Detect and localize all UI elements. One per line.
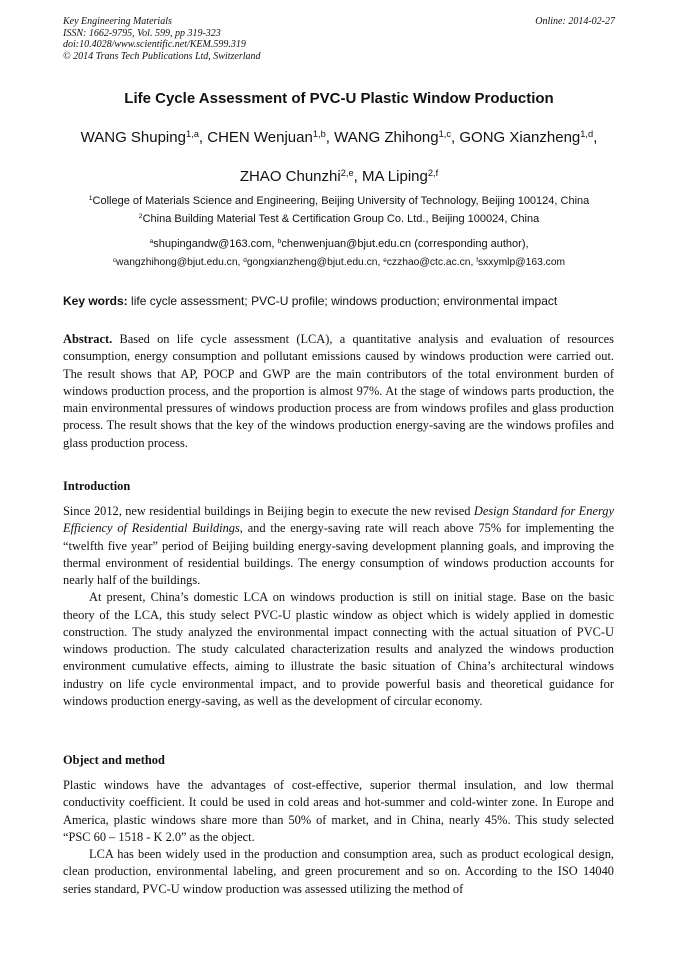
author-name: MA Liping <box>361 168 428 185</box>
email-sup: e <box>383 256 387 264</box>
email-link[interactable]: shupingandw@163.com, <box>153 238 278 250</box>
paragraph <box>63 503 614 589</box>
abstract <box>63 331 614 452</box>
email-sup: b <box>277 238 282 246</box>
author-sup: 1,d <box>580 128 594 139</box>
affiliation-1 <box>0 195 678 207</box>
journal-header <box>63 16 261 62</box>
paragraph: At present, China’s domestic LCA on windows production is still on initial stage. Base on the basic theory of the LCA, this study select PVC-U plastic window as object which is widely applied in domestic construction. The study analyzed the environmental impact connecting with the actual situation of PVC-U windows production. The study calculated characterization results and analyzed the windows production environment cumulative effects, aiming to illustrate the basic situation of China’s architectural windows industry on life cycle environmental impact, and to provide powerful basis and theoretical guidance for windows production energy-saving, as well as the development of circular economy. <box>63 590 614 708</box>
author-name: CHEN Wenjuan <box>207 129 313 146</box>
abstract-text: Based on life cycle assessment (LCA), a quantitative analysis and evaluation of resources consumption, energy consumption and pollutant emissions caused by windows production were carried out. The result shows that AP, POCP and GWP are the main contributors of the total environment burden of windows production process, and the proportion is almost 97%. At the stage of windows parts production, the main environmental pressures of windows production process are from windows profiles and glass production process. The result shows that the key of the windows production energy-saving are the windows profiles and glass production process. <box>63 332 614 450</box>
paper-title: Life Cycle Assessment of PVC-U Plastic Window Production <box>124 90 554 107</box>
section-heading-object-method: Object and method <box>63 753 165 767</box>
abstract-label: Abstract. <box>63 332 113 346</box>
journal-copyright: © 2014 Trans Tech Publications Ltd, Switzerland <box>63 50 261 62</box>
email-sup: a <box>149 238 154 246</box>
affiliation-sup: 2 <box>138 213 143 221</box>
paragraph-text: , and the energy-saving rate will reach above 75% for implementing the “twelfth five year” period of Beijing building energy-saving development planning goals, and improving the thermal environment of residential buildings. The energy consumption of windows production accounts for nearly half of the buildings. <box>63 521 614 587</box>
author-name: GONG Xianzheng <box>459 129 581 146</box>
author-name: ZHAO Chunzhi <box>239 168 341 185</box>
email-sup: d <box>243 256 247 264</box>
author-line-1: WANG Shuping$^{1,a}$, CHEN Wenjuan$^{1,b}$, WANG Zhihong$^{1,c}$, GONG Xianzheng$^{1,d}$, <box>80 128 598 146</box>
paragraph: LCA has been widely used in the production and consumption area, such as product ecological design, clean production, environmental labeling, and green procurement and so on. According to the ISO 14040 series standard, PVC-U window production was assessed utilizing the method of <box>63 847 614 896</box>
email-link[interactable]: chenwenjuan@bjut.edu.cn (corresponding author), <box>281 238 529 250</box>
author-sup: 1,c <box>438 128 452 139</box>
affiliation-text: College of Materials Science and Engineering, Beijing University of Technology, Beijing 100124, China <box>92 195 590 207</box>
journal-doi: doi:10.4028/www.scientific.net/KEM.599.319 <box>63 39 246 50</box>
email-link[interactable]: sxxymlp@163.com <box>478 257 566 268</box>
author-sup: 2,e <box>340 167 354 178</box>
email-link[interactable]: czzhao@ctc.ac.cn, <box>386 257 477 268</box>
keywords-text: life cycle assessment; PVC-U profile; windows production; environmental impact <box>127 294 558 308</box>
email-line-2 <box>0 257 678 268</box>
affiliation-text: China Building Material Test & Certification Group Co. Ltd., Beijing 100024, China <box>142 213 540 225</box>
affiliation-sup: 1 <box>88 195 93 203</box>
object-method-body <box>63 777 614 898</box>
keywords <box>63 294 623 308</box>
paragraph-text: Since 2012, new residential buildings in Beijing begin to execute the new revised <box>63 504 474 518</box>
author-sup: 1,a <box>185 128 199 139</box>
email-sup: c <box>112 256 117 264</box>
section-heading-introduction: Introduction <box>63 479 131 493</box>
author-line-2: ZHAO Chunzhi$^{2,e}$, MA Liping$^{2,f}$ <box>239 167 439 185</box>
standard-title: Design Standard for Energy Efficiency of Residential Buildings <box>63 504 615 536</box>
author-sup: 1,b <box>312 128 326 139</box>
author-name: WANG Zhihong <box>334 129 439 146</box>
journal-issn: ISSN: 1662-9795, Vol. 599, pp 319-323 <box>63 27 221 39</box>
author-sup: 2,f <box>427 167 439 178</box>
affiliation-2 <box>0 213 678 225</box>
online-date: Online: 2014-02-27 <box>535 16 615 27</box>
journal-name: Key Engineering Materials <box>63 16 172 27</box>
keywords-label: Key words: <box>63 294 128 308</box>
author-name: WANG Shuping <box>80 129 186 146</box>
email-line-1 <box>0 238 678 250</box>
email-link[interactable]: gongxianzheng@bjut.edu.cn, <box>246 257 384 268</box>
paragraph: Plastic windows have the advantages of cost-effective, superior thermal insulation, and low thermal conductivity coefficient. It could be used in cold areas and hot-summer and cold-winter zone. In Europe and America, plastic windows share more than 50% of market, and in China, nearly 45%. This study selected “PSC 60 – 1518 - K 2.0” as the object. <box>63 778 614 844</box>
introduction-body <box>63 503 614 710</box>
email-link[interactable]: wangzhihong@bjut.edu.cn, <box>116 257 244 268</box>
email-sup: f <box>476 256 478 264</box>
